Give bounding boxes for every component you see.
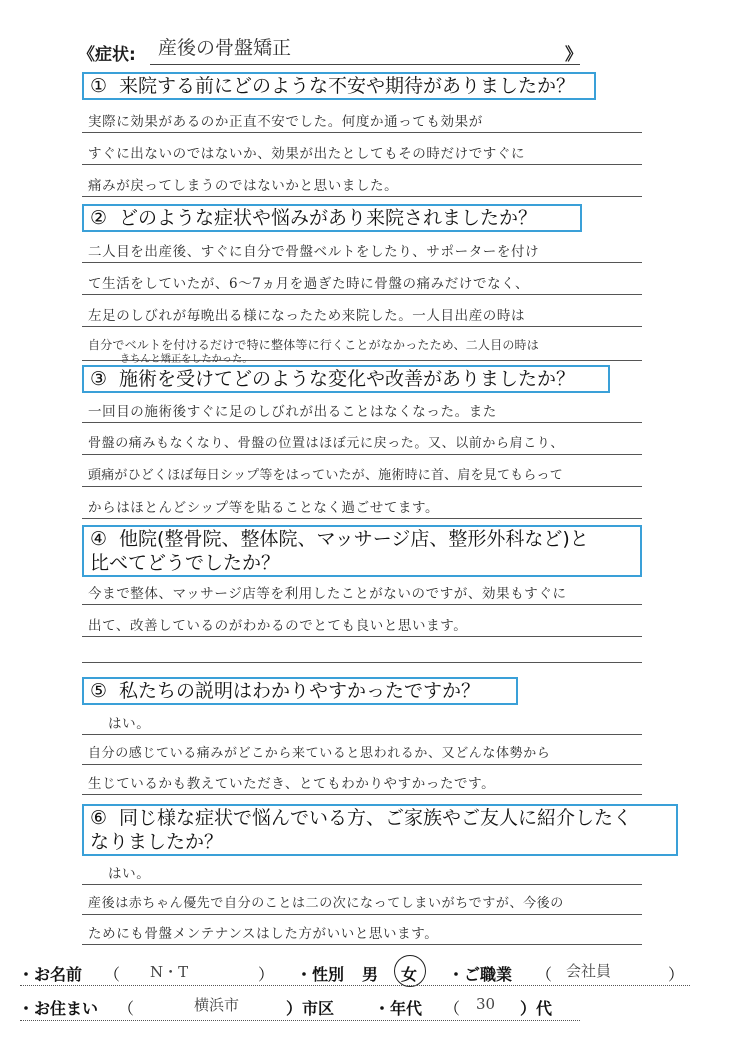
name-open-paren: （ [104,965,121,984]
address-open-paren: （ [118,999,135,1018]
answer-line [82,662,642,663]
symptom-label: 《症状: [78,45,136,65]
question-1-text: 来院する前にどのような不安や期待がありましたか？ [119,75,576,97]
question-4-box [82,525,642,577]
question-1-answer-line-2: すぐに出ないのではないか、効果が出たとしてもその時だけですぐに [88,146,526,162]
question-2-answer-line-2: て生活をしていたが、6〜7ヵ月を過ぎた時に骨盤の痛みだけでなく、 [88,276,530,292]
question-6-text: 同じ様な症状で悩んでいる方、ご家族やご友人に紹介したく [119,807,633,829]
question-2-answer-line-3: 左足のしびれが毎晩出る様になったため来院した。一人目出産の時は [88,308,526,324]
address-label: ・お住まい [18,999,99,1018]
answer-line [82,944,642,945]
answer-line [82,764,642,765]
gender-label: ・性別 [296,965,345,984]
question-6-answer-line-1: はい。 [108,866,151,882]
symptom-close-bracket: 》 [565,45,582,65]
question-4-text-line-2: 比べてどうでしたか？ [90,552,281,574]
question-3-answer-line-1: 一回目の施術後すぐに足のしびれが出ることはなくなった。また [88,404,497,420]
question-1-answer-line-1: 実際に効果があるのか正直不安でした。何度か通っても効果が [88,114,483,130]
question-3-box [82,365,610,393]
age-suffix: ）代 [520,999,553,1018]
answer-line [82,262,642,263]
footer-dotted-line [20,985,690,986]
question-6-box [82,804,678,856]
name-close-paren: ） [258,965,275,984]
question-1-number: ① [90,75,108,97]
question-2-number: ② [90,207,108,229]
symptom-underline [150,64,580,65]
question-4-text: 他院(整骨院、整体院、マッサージ店、整形外科など)と [119,528,589,550]
gender-female: 女 [401,965,418,984]
question-5-text: 私たちの説明はわかりやすかったですか？ [119,680,481,702]
question-5-box [82,677,518,705]
answer-line [82,734,642,735]
answer-line [82,486,642,487]
question-3-answer-line-2: 骨盤の痛みもなくなり、骨盤の位置はほぼ元に戻った。又、以前から肩こり、 [88,436,565,451]
question-2-box [82,204,582,232]
job-value: 会社員 [566,962,612,980]
answer-line [82,518,642,519]
job-open-paren: （ [536,965,553,984]
symptom-value: 産後の骨盤矯正 [158,37,292,59]
question-1-box [82,72,596,100]
question-3-answer-line-3: 頭痛がひどくほぼ毎日シップ等をはっていたが、施術時に首、肩を見てもらって [88,468,563,483]
question-4-answer-line-2: 出て、改善しているのがわかるのでとても良いと思います。 [88,618,468,634]
answer-line [82,454,642,455]
answer-line [82,132,642,133]
question-3-number: ③ [90,368,108,390]
question-3-answer-line-4: からはほとんどシップ等を貼ることなく過ごせてます。 [88,500,440,516]
name-label: ・お名前 [18,965,83,984]
answer-line [82,604,642,605]
answer-line [82,422,642,423]
question-3-text: 施術を受けてどのような変化や改善がありましたか？ [119,368,576,390]
answer-line [82,196,642,197]
question-1-answer-line-3: 痛みが戻ってしまうのではないかと思いました。 [88,178,399,194]
question-5-answer-line-1: はい。 [108,716,151,732]
gender-male: 男 [362,965,379,984]
question-5-number: ⑤ [90,680,108,702]
job-close-paren: ） [668,965,685,984]
answer-line [82,914,642,915]
answer-line [82,294,642,295]
question-2-text: どのような症状や悩みがあり来院されましたか？ [119,207,538,229]
question-4-number: ④ [90,528,108,550]
address-city-suffix: ）市区 [286,999,335,1018]
address-value: 横浜市 [194,996,240,1014]
job-label: ・ご職業 [448,965,513,984]
answer-line [82,794,642,795]
answer-line [82,326,642,327]
question-6-text-line-2: なりましたか？ [90,831,224,853]
question-2-answer-line-1: 二人目を出産後、すぐに自分で骨盤ベルトをしたり、サポーターを付け [88,244,540,260]
answer-line [82,164,642,165]
answer-line [82,884,642,885]
question-6-answer-line-2: 産後は赤ちゃん優先で自分のことは二の次になってしまいがちですが、今後の [88,896,564,911]
question-2-answer-line-5: きちんと矯正をしたかった。 [120,354,253,365]
question-6-number: ⑥ [90,807,108,829]
name-value: N・T [150,963,189,981]
question-5-answer-line-2: 自分の感じている痛みがどこから来ていると思われるか、又どんな体勢から [88,746,551,761]
age-value: 30 [476,995,496,1013]
question-5-answer-line-3: 生じているかも教えていただき、とてもわかりやすかったです。 [88,776,496,792]
question-2-answer-line-4: 自分でベルトを付けるだけで特に整体等に行くことがなかったため、二人目の時は [88,338,539,352]
age-open-paren: （ [444,999,461,1018]
age-label: ・年代 [374,999,423,1018]
question-4-answer-line-1: 今まで整体、マッサージ店等を利用したことがないのですが、効果もすぐに [88,586,567,602]
footer-dotted-line [20,1020,580,1021]
question-6-answer-line-3: ためにも骨盤メンテナンスはした方がいいと思います。 [88,926,439,942]
answer-line [82,636,642,637]
